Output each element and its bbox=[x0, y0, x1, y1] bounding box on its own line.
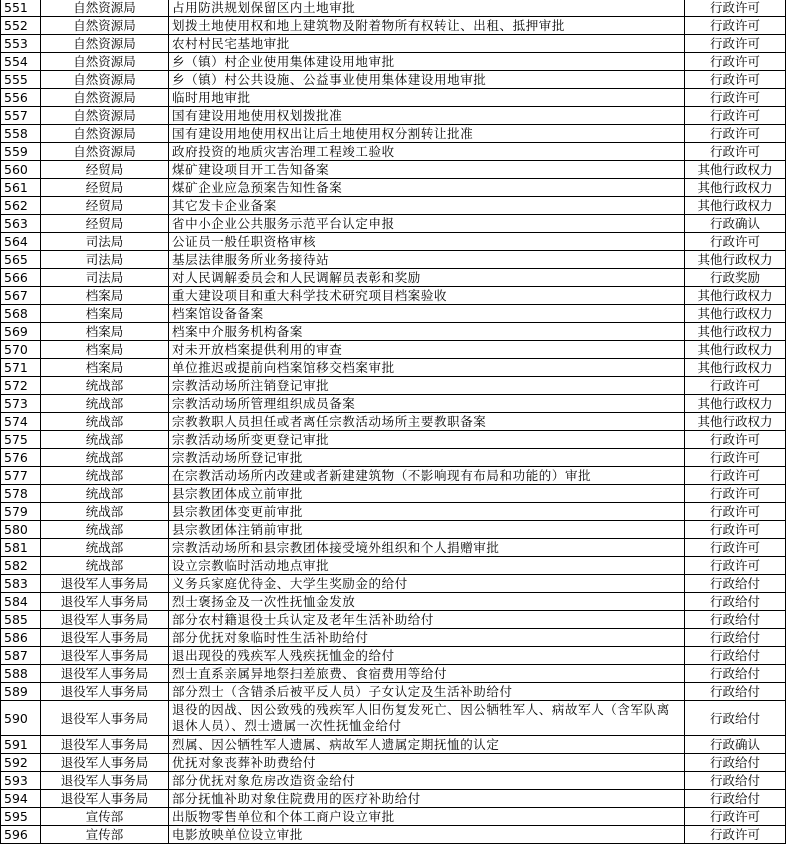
department-cell: 司法局 bbox=[41, 233, 169, 251]
row-number-cell: 592 bbox=[1, 754, 41, 772]
item-name-cell: 国有建设用地使用权出让后土地使用权分割转让批准 bbox=[169, 125, 685, 143]
row-number-cell: 572 bbox=[1, 377, 41, 395]
table-row bbox=[1, 826, 786, 844]
department-cell: 退役军人事务局 bbox=[41, 772, 169, 790]
item-name-cell: 部分抚恤补助对象住院费用的医疗补助给付 bbox=[169, 790, 685, 808]
table-row bbox=[1, 161, 786, 179]
item-name-cell: 划拨土地使用权和地上建筑物及附着物所有权转让、出租、抵押审批 bbox=[169, 17, 685, 35]
department-cell: 自然资源局 bbox=[41, 35, 169, 53]
item-name-cell: 部分烈士（含错杀后被平反人员）子女认定及生活补助给付 bbox=[169, 683, 685, 701]
department-cell: 自然资源局 bbox=[41, 71, 169, 89]
item-name-cell: 基层法律服务所业务接待站 bbox=[169, 251, 685, 269]
row-number-cell: 582 bbox=[1, 557, 41, 575]
row-number-cell: 567 bbox=[1, 287, 41, 305]
table-row bbox=[1, 413, 786, 431]
department-cell: 统战部 bbox=[41, 521, 169, 539]
row-number-cell: 593 bbox=[1, 772, 41, 790]
department-cell: 退役军人事务局 bbox=[41, 611, 169, 629]
row-number-cell: 578 bbox=[1, 485, 41, 503]
department-cell: 退役军人事务局 bbox=[41, 683, 169, 701]
table-row bbox=[1, 503, 786, 521]
department-cell: 退役军人事务局 bbox=[41, 647, 169, 665]
department-cell: 统战部 bbox=[41, 395, 169, 413]
item-name-cell: 烈士直系亲属异地祭扫差旅费、食宿费用等给付 bbox=[169, 665, 685, 683]
department-cell: 统战部 bbox=[41, 539, 169, 557]
table-row bbox=[1, 0, 786, 17]
department-cell: 自然资源局 bbox=[41, 0, 169, 17]
department-cell: 司法局 bbox=[41, 251, 169, 269]
table-row bbox=[1, 197, 786, 215]
table-row bbox=[1, 467, 786, 485]
department-cell: 经贸局 bbox=[41, 215, 169, 233]
table-row bbox=[1, 701, 786, 736]
row-number-cell: 576 bbox=[1, 449, 41, 467]
table-row bbox=[1, 665, 786, 683]
item-name-cell: 部分农村籍退役士兵认定及老年生活补助给付 bbox=[169, 611, 685, 629]
power-type-cell: 行政许可 bbox=[685, 503, 786, 521]
department-cell: 自然资源局 bbox=[41, 17, 169, 35]
table-row bbox=[1, 629, 786, 647]
table-row bbox=[1, 269, 786, 287]
table-row bbox=[1, 485, 786, 503]
department-cell: 经贸局 bbox=[41, 161, 169, 179]
item-name-cell: 占用防洪规划保留区内土地审批 bbox=[169, 0, 685, 17]
department-cell: 统战部 bbox=[41, 557, 169, 575]
department-cell: 自然资源局 bbox=[41, 143, 169, 161]
power-type-cell: 行政许可 bbox=[685, 467, 786, 485]
row-number-cell: 566 bbox=[1, 269, 41, 287]
department-cell: 统战部 bbox=[41, 377, 169, 395]
table-row bbox=[1, 125, 786, 143]
department-cell: 档案局 bbox=[41, 341, 169, 359]
table-row bbox=[1, 215, 786, 233]
table-row bbox=[1, 754, 786, 772]
power-type-cell: 其他行政权力 bbox=[685, 161, 786, 179]
item-name-cell: 其它发卡企业备案 bbox=[169, 197, 685, 215]
row-number-cell: 581 bbox=[1, 539, 41, 557]
row-number-cell: 587 bbox=[1, 647, 41, 665]
row-number-cell: 575 bbox=[1, 431, 41, 449]
item-name-cell: 部分优抚对象危房改造资金给付 bbox=[169, 772, 685, 790]
item-name-cell: 电影放映单位设立审批 bbox=[169, 826, 685, 844]
department-cell: 宣传部 bbox=[41, 808, 169, 826]
department-cell: 自然资源局 bbox=[41, 107, 169, 125]
power-type-cell: 行政许可 bbox=[685, 53, 786, 71]
department-cell: 司法局 bbox=[41, 269, 169, 287]
table-row bbox=[1, 395, 786, 413]
department-cell: 档案局 bbox=[41, 359, 169, 377]
department-cell: 档案局 bbox=[41, 287, 169, 305]
power-type-cell: 行政许可 bbox=[685, 485, 786, 503]
row-number-cell: 552 bbox=[1, 17, 41, 35]
power-type-cell: 行政许可 bbox=[685, 107, 786, 125]
table-row bbox=[1, 575, 786, 593]
row-number-cell: 594 bbox=[1, 790, 41, 808]
power-type-cell: 行政奖励 bbox=[685, 269, 786, 287]
power-type-cell: 其他行政权力 bbox=[685, 179, 786, 197]
item-name-cell: 退役的因战、因公致残的残疾军人旧伤复发死亡、因公牺牲军人、病故军人（含军队离退休人员）、烈士遗属一次性抚恤金给付 bbox=[169, 701, 685, 736]
row-number-cell: 557 bbox=[1, 107, 41, 125]
item-name-cell: 宗教活动场所和县宗教团体接受境外组织和个人捐赠审批 bbox=[169, 539, 685, 557]
power-type-cell: 行政许可 bbox=[685, 377, 786, 395]
power-type-cell: 行政给付 bbox=[685, 665, 786, 683]
table-row bbox=[1, 808, 786, 826]
row-number-cell: 588 bbox=[1, 665, 41, 683]
power-type-cell: 其他行政权力 bbox=[685, 395, 786, 413]
power-type-cell: 其他行政权力 bbox=[685, 359, 786, 377]
row-number-cell: 561 bbox=[1, 179, 41, 197]
table-row bbox=[1, 341, 786, 359]
power-type-cell: 行政给付 bbox=[685, 790, 786, 808]
row-number-cell: 568 bbox=[1, 305, 41, 323]
row-number-cell: 563 bbox=[1, 215, 41, 233]
item-name-cell: 义务兵家庭优待金、大学生奖励金的给付 bbox=[169, 575, 685, 593]
item-name-cell: 对未开放档案提供利用的审查 bbox=[169, 341, 685, 359]
item-name-cell: 部分优抚对象临时性生活补助给付 bbox=[169, 629, 685, 647]
item-name-cell: 对人民调解委员会和人民调解员表彰和奖励 bbox=[169, 269, 685, 287]
table-row bbox=[1, 35, 786, 53]
department-cell: 统战部 bbox=[41, 485, 169, 503]
item-name-cell: 烈士褒扬金及一次性抚恤金发放 bbox=[169, 593, 685, 611]
power-type-cell: 行政给付 bbox=[685, 575, 786, 593]
row-number-cell: 584 bbox=[1, 593, 41, 611]
row-number-cell: 579 bbox=[1, 503, 41, 521]
row-number-cell: 571 bbox=[1, 359, 41, 377]
table-row bbox=[1, 647, 786, 665]
row-number-cell: 570 bbox=[1, 341, 41, 359]
department-cell: 统战部 bbox=[41, 449, 169, 467]
item-name-cell: 临时用地审批 bbox=[169, 89, 685, 107]
row-number-cell: 554 bbox=[1, 53, 41, 71]
item-name-cell: 省中小企业公共服务示范平台认定申报 bbox=[169, 215, 685, 233]
item-name-cell: 烈属、因公牺牲军人遗属、病故军人遗属定期抚恤的认定 bbox=[169, 736, 685, 754]
power-type-cell: 行政许可 bbox=[685, 89, 786, 107]
power-type-cell: 行政许可 bbox=[685, 71, 786, 89]
item-name-cell: 退出现役的残疾军人残疾抚恤金的给付 bbox=[169, 647, 685, 665]
row-number-cell: 559 bbox=[1, 143, 41, 161]
item-name-cell: 宗教活动场所管理组织成员备案 bbox=[169, 395, 685, 413]
table-row bbox=[1, 611, 786, 629]
row-number-cell: 580 bbox=[1, 521, 41, 539]
row-number-cell: 556 bbox=[1, 89, 41, 107]
table-row bbox=[1, 89, 786, 107]
row-number-cell: 595 bbox=[1, 808, 41, 826]
item-name-cell: 档案中介服务机构备案 bbox=[169, 323, 685, 341]
row-number-cell: 590 bbox=[1, 701, 41, 736]
power-type-cell: 其他行政权力 bbox=[685, 323, 786, 341]
power-type-cell: 行政许可 bbox=[685, 0, 786, 17]
item-name-cell: 宗教活动场所登记审批 bbox=[169, 449, 685, 467]
department-cell: 自然资源局 bbox=[41, 89, 169, 107]
item-name-cell: 煤矿企业应急预案告知性备案 bbox=[169, 179, 685, 197]
table-row bbox=[1, 431, 786, 449]
item-name-cell: 在宗教活动场所内改建或者新建建筑物（不影响现有布局和功能的）审批 bbox=[169, 467, 685, 485]
department-cell: 统战部 bbox=[41, 431, 169, 449]
power-type-cell: 行政许可 bbox=[685, 125, 786, 143]
item-name-cell: 宗教活动场所注销登记审批 bbox=[169, 377, 685, 395]
item-name-cell: 档案馆设备备案 bbox=[169, 305, 685, 323]
department-cell: 退役军人事务局 bbox=[41, 593, 169, 611]
power-type-cell: 行政给付 bbox=[685, 683, 786, 701]
table-row bbox=[1, 772, 786, 790]
row-number-cell: 583 bbox=[1, 575, 41, 593]
row-number-cell: 574 bbox=[1, 413, 41, 431]
item-name-cell: 单位推迟或提前向档案馆移交档案审批 bbox=[169, 359, 685, 377]
item-name-cell: 农村村民宅基地审批 bbox=[169, 35, 685, 53]
department-cell: 退役军人事务局 bbox=[41, 790, 169, 808]
item-name-cell: 设立宗教临时活动地点审批 bbox=[169, 557, 685, 575]
department-cell: 退役军人事务局 bbox=[41, 701, 169, 736]
table-body bbox=[1, 0, 786, 844]
power-type-cell: 行政给付 bbox=[685, 611, 786, 629]
power-type-cell: 其他行政权力 bbox=[685, 287, 786, 305]
department-cell: 退役军人事务局 bbox=[41, 736, 169, 754]
table-row bbox=[1, 736, 786, 754]
power-type-cell: 行政许可 bbox=[685, 521, 786, 539]
power-type-cell: 其他行政权力 bbox=[685, 341, 786, 359]
row-number-cell: 558 bbox=[1, 125, 41, 143]
row-number-cell: 551 bbox=[1, 0, 41, 17]
table-row bbox=[1, 233, 786, 251]
power-type-cell: 行政许可 bbox=[685, 808, 786, 826]
power-type-cell: 行政许可 bbox=[685, 17, 786, 35]
table-row bbox=[1, 359, 786, 377]
item-name-cell: 乡（镇）村公共设施、公益事业使用集体建设用地审批 bbox=[169, 71, 685, 89]
table-row bbox=[1, 683, 786, 701]
item-name-cell: 乡（镇）村企业使用集体建设用地审批 bbox=[169, 53, 685, 71]
table-row bbox=[1, 377, 786, 395]
power-type-cell: 行政许可 bbox=[685, 557, 786, 575]
item-name-cell: 国有建设用地使用权划拨批准 bbox=[169, 107, 685, 125]
item-name-cell: 重大建设项目和重大科学技术研究项目档案验收 bbox=[169, 287, 685, 305]
table-row bbox=[1, 521, 786, 539]
power-type-cell: 行政给付 bbox=[685, 754, 786, 772]
table-row bbox=[1, 557, 786, 575]
item-name-cell: 优抚对象丧葬补助费给付 bbox=[169, 754, 685, 772]
table-row bbox=[1, 323, 786, 341]
row-number-cell: 562 bbox=[1, 197, 41, 215]
table-row bbox=[1, 251, 786, 269]
department-cell: 统战部 bbox=[41, 467, 169, 485]
department-cell: 退役军人事务局 bbox=[41, 575, 169, 593]
power-type-cell: 行政给付 bbox=[685, 647, 786, 665]
table-row bbox=[1, 17, 786, 35]
item-name-cell: 县宗教团体变更前审批 bbox=[169, 503, 685, 521]
department-cell: 退役军人事务局 bbox=[41, 754, 169, 772]
row-number-cell: 569 bbox=[1, 323, 41, 341]
item-name-cell: 宗教活动场所变更登记审批 bbox=[169, 431, 685, 449]
power-type-cell: 行政许可 bbox=[685, 539, 786, 557]
department-cell: 自然资源局 bbox=[41, 53, 169, 71]
power-type-cell: 行政许可 bbox=[685, 35, 786, 53]
row-number-cell: 565 bbox=[1, 251, 41, 269]
table-row bbox=[1, 179, 786, 197]
row-number-cell: 596 bbox=[1, 826, 41, 844]
department-cell: 经贸局 bbox=[41, 197, 169, 215]
table-row bbox=[1, 790, 786, 808]
department-cell: 宣传部 bbox=[41, 826, 169, 844]
department-cell: 经贸局 bbox=[41, 179, 169, 197]
row-number-cell: 555 bbox=[1, 71, 41, 89]
department-cell: 档案局 bbox=[41, 323, 169, 341]
power-type-cell: 行政确认 bbox=[685, 215, 786, 233]
department-cell: 自然资源局 bbox=[41, 125, 169, 143]
row-number-cell: 560 bbox=[1, 161, 41, 179]
item-name-cell: 出版物零售单位和个体工商户设立审批 bbox=[169, 808, 685, 826]
item-name-cell: 政府投资的地质灾害治理工程竣工验收 bbox=[169, 143, 685, 161]
row-number-cell: 589 bbox=[1, 683, 41, 701]
department-cell: 统战部 bbox=[41, 503, 169, 521]
power-type-cell: 行政许可 bbox=[685, 143, 786, 161]
table-row bbox=[1, 287, 786, 305]
table-row bbox=[1, 539, 786, 557]
power-type-cell: 行政许可 bbox=[685, 449, 786, 467]
table-row bbox=[1, 107, 786, 125]
power-type-cell: 行政给付 bbox=[685, 772, 786, 790]
item-name-cell: 县宗教团体成立前审批 bbox=[169, 485, 685, 503]
power-type-cell: 行政给付 bbox=[685, 593, 786, 611]
power-type-cell: 其他行政权力 bbox=[685, 251, 786, 269]
power-type-cell: 行政许可 bbox=[685, 826, 786, 844]
row-number-cell: 553 bbox=[1, 35, 41, 53]
department-cell: 退役军人事务局 bbox=[41, 665, 169, 683]
row-number-cell: 564 bbox=[1, 233, 41, 251]
department-cell: 退役军人事务局 bbox=[41, 629, 169, 647]
item-name-cell: 县宗教团体注销前审批 bbox=[169, 521, 685, 539]
table-row bbox=[1, 449, 786, 467]
department-cell: 档案局 bbox=[41, 305, 169, 323]
table-row bbox=[1, 71, 786, 89]
item-name-cell: 公证员一般任职资格审核 bbox=[169, 233, 685, 251]
row-number-cell: 586 bbox=[1, 629, 41, 647]
power-type-cell: 行政许可 bbox=[685, 233, 786, 251]
table-row bbox=[1, 593, 786, 611]
power-type-cell: 其他行政权力 bbox=[685, 305, 786, 323]
power-type-cell: 其他行政权力 bbox=[685, 413, 786, 431]
item-name-cell: 煤矿建设项目开工告知备案 bbox=[169, 161, 685, 179]
item-name-cell: 宗教教职人员担任或者离任宗教活动场所主要教职备案 bbox=[169, 413, 685, 431]
table-row bbox=[1, 305, 786, 323]
power-type-cell: 行政确认 bbox=[685, 736, 786, 754]
power-type-cell: 行政给付 bbox=[685, 701, 786, 736]
row-number-cell: 573 bbox=[1, 395, 41, 413]
table-row bbox=[1, 53, 786, 71]
row-number-cell: 591 bbox=[1, 736, 41, 754]
power-type-cell: 行政给付 bbox=[685, 629, 786, 647]
row-number-cell: 585 bbox=[1, 611, 41, 629]
power-type-cell: 行政许可 bbox=[685, 431, 786, 449]
row-number-cell: 577 bbox=[1, 467, 41, 485]
department-cell: 统战部 bbox=[41, 413, 169, 431]
table-row bbox=[1, 143, 786, 161]
power-type-cell: 其他行政权力 bbox=[685, 197, 786, 215]
